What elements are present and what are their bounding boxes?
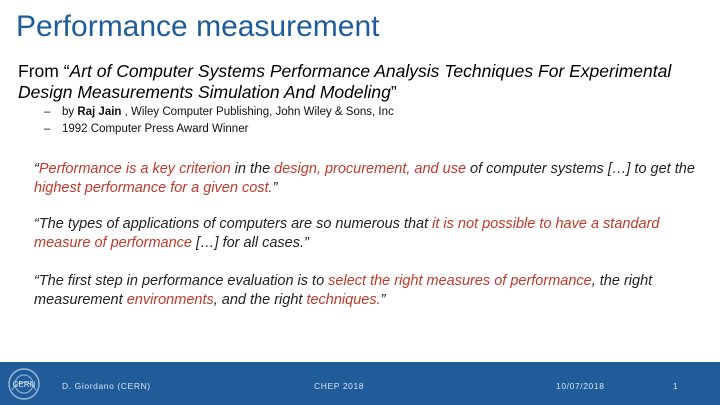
slide-title: Performance measurement — [16, 10, 380, 43]
quote-text: , the right measurement — [34, 273, 653, 308]
quote-highlight: Performance is a key criterion — [38, 161, 231, 177]
quote-highlight: environments — [126, 292, 214, 308]
bullet-list — [44, 104, 394, 138]
quote-highlight: it is not possible to have a standard measure of performance — [34, 216, 660, 251]
quote-text: “The types of applications of computers are so numerous that — [34, 216, 433, 232]
source-suffix: ” — [390, 82, 397, 102]
book-title: Art of Computer Systems Performance Analysis Techniques For Experimental Design Measurements Simulation And Modeling — [18, 61, 672, 102]
logo-text: CERN — [12, 380, 36, 389]
bullet-text: by — [62, 106, 78, 118]
quote-text: ” — [380, 292, 386, 308]
cern-logo-icon — [6, 366, 42, 402]
quote-highlight: select the right measures of performance — [328, 273, 592, 289]
bullet-dash: – — [44, 123, 51, 135]
bullet-item — [44, 121, 394, 138]
author-name: Raj Jain — [77, 106, 122, 118]
quote-highlight: techniques. — [306, 292, 381, 308]
bullet-text: , Wiley Computer Publishing, John Wiley & Sons, Inc — [121, 106, 394, 118]
footer-event: CHEP 2018 — [314, 381, 365, 391]
source-prefix: From “ — [18, 61, 70, 81]
quote-text: […] for all cases.” — [191, 235, 309, 251]
quote-highlight: highest performance for a given cost. — [34, 180, 273, 196]
quote-highlight: design, procurement, and use — [274, 161, 467, 177]
bullet-dash: – — [44, 106, 51, 118]
quote-1 — [34, 160, 714, 198]
footer-author: D. Giordano (CERN) — [62, 381, 151, 391]
quote-2 — [34, 215, 714, 253]
quote-text: “ — [34, 161, 39, 177]
quote-text: in the — [230, 161, 275, 177]
page-number: 1 — [673, 381, 679, 391]
footer-bar — [0, 362, 720, 405]
quote-text: of computer systems […] to get the — [466, 161, 695, 177]
footer-date: 10/07/2018 — [556, 381, 605, 391]
quote-text: , and the right — [213, 292, 307, 308]
bullet-text: 1992 Computer Press Award Winner — [62, 123, 249, 135]
quote-text: “The first step in performance evaluation is to — [34, 273, 329, 289]
bullet-item — [44, 104, 394, 121]
quote-text: ” — [272, 180, 278, 196]
source-citation — [18, 61, 708, 103]
quote-3 — [34, 272, 714, 310]
